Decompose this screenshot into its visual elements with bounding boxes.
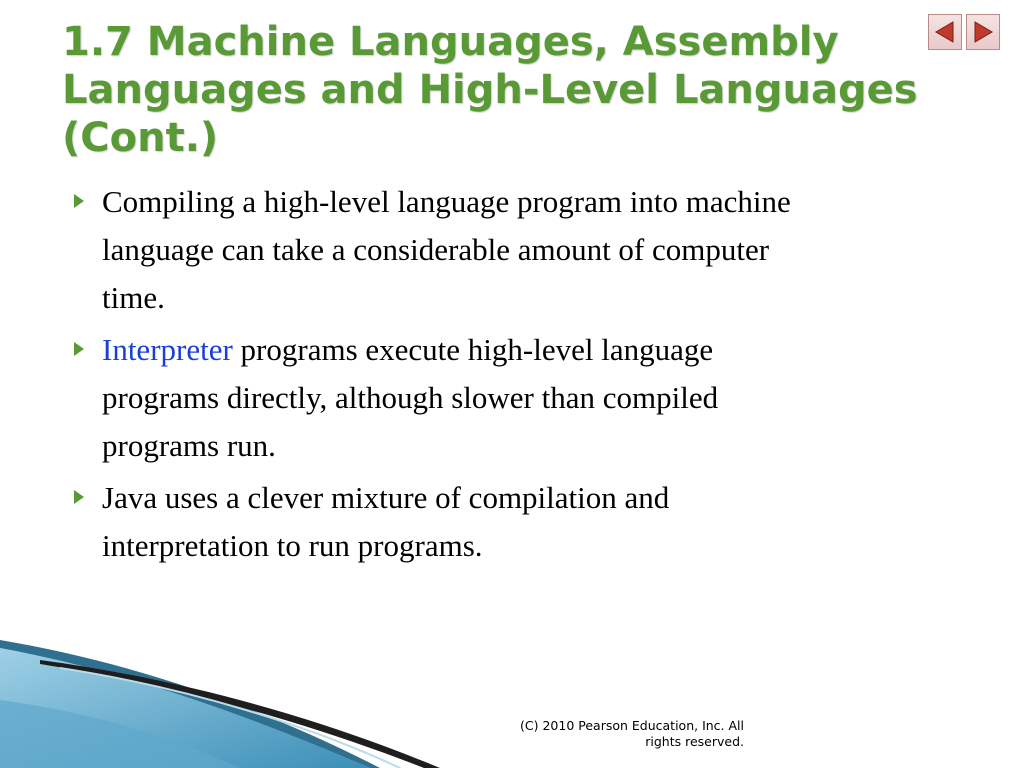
bullet-list — [74, 178, 974, 570]
bullet-text: programs execute high-level language — [232, 332, 714, 367]
bullet-item — [74, 178, 974, 322]
bullet-line — [102, 226, 974, 274]
footer-line: rights reserved. — [645, 734, 744, 749]
triangle-bullet-icon — [74, 490, 84, 504]
bullet-line — [102, 274, 974, 322]
slide-title-line: 1.7 Machine Languages, Assembly — [62, 19, 839, 65]
triangle-right-icon — [971, 19, 995, 45]
slide-navigation — [928, 14, 1000, 50]
highlighted-term: Interpreter — [102, 332, 233, 367]
triangle-bullet-icon — [74, 194, 84, 208]
bullet-text: time. — [102, 280, 165, 315]
bullet-text: interpretation to run programs. — [102, 528, 483, 563]
bullet-text: Java uses a clever mixture of compilation and — [102, 480, 670, 515]
next-slide-button[interactable] — [966, 14, 1000, 50]
slide-title-line: (Cont.) — [62, 115, 219, 161]
bullet-line — [102, 374, 974, 422]
bullet-line — [102, 474, 974, 522]
slide-title-line: Languages and High-Level Languages — [62, 67, 918, 113]
bullet-text: Compiling a high-level language program into machine — [102, 184, 791, 219]
bullet-item — [74, 326, 974, 470]
previous-slide-button[interactable] — [928, 14, 962, 50]
bullet-text: programs directly, although slower than compiled — [102, 380, 719, 415]
bullet-item — [74, 474, 974, 570]
triangle-bullet-icon — [74, 342, 84, 356]
bullet-line — [102, 522, 974, 570]
bullet-text: language can take a considerable amount of computer — [102, 232, 770, 267]
footer-line: (C) 2010 Pearson Education, Inc. All — [520, 718, 744, 733]
bullet-line — [102, 422, 974, 470]
bullet-line — [102, 178, 974, 226]
bullet-text: programs run. — [102, 428, 276, 463]
triangle-left-icon — [933, 19, 957, 45]
copyright-footer — [470, 718, 744, 750]
slide-title — [62, 18, 942, 162]
bullet-line — [102, 326, 974, 374]
